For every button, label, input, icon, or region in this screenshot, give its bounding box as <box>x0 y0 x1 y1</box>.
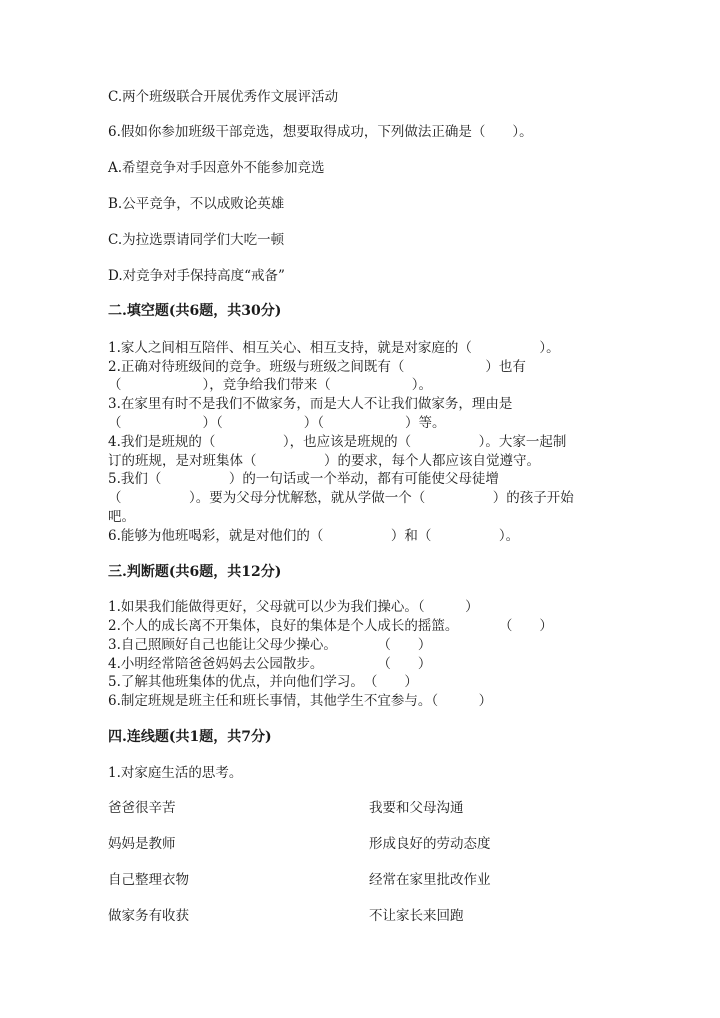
fill-line: 5.我们（ ）的一句话或一个举动，都有可能使父母徒增 <box>108 471 499 487</box>
judge-line: 3.自己照顾好自己也能让父母少操心。 （ ） <box>108 637 432 653</box>
q5-option-c: C.两个班级联合开展优秀作文展评活动 <box>108 89 339 105</box>
match-left-item: 自己整理衣物 <box>108 872 189 888</box>
fill-line: 6.能够为他班喝彩，就是对他们的（ ）和（ ）。 <box>108 528 520 544</box>
fill-line: 3.在家里有时不是我们不做家务，而是大人不让我们做家务，理由是 <box>108 396 513 412</box>
match-left-item: 做家务有收获 <box>108 908 189 924</box>
match-question: 1.对家庭生活的思考。 <box>108 765 243 781</box>
fill-line: 订的班规，是对班集体（ ）的要求，每个人都应该自觉遵守。 <box>108 453 540 469</box>
match-right-item: 不让家长来回跑 <box>369 908 464 924</box>
match-left-item: 妈妈是教师 <box>108 836 176 852</box>
match-right-item: 经常在家里批改作业 <box>369 872 491 888</box>
fill-section-heading: 二.填空题(共6题，共30分) <box>108 303 282 319</box>
judge-section-heading: 三.判断题(共6题，共12分) <box>108 564 282 580</box>
fill-line: 吧。 <box>108 509 135 525</box>
judge-line: 6.制定班规是班主任和班长事情，其他学生不宜参与。（ ） <box>108 693 493 709</box>
judge-line: 4.小明经常陪爸爸妈妈去公园散步。 （ ） <box>108 656 432 672</box>
fill-line: 2.正确对待班级间的竞争。班级与班级之间既有（ ）也有 <box>108 359 526 375</box>
judge-line: 2.个人的成长离不开集体，良好的集体是个人成长的摇篮。 （ ） <box>108 618 553 634</box>
q6-option-a: A.希望竞争对手因意外不能参加竞选 <box>108 160 325 176</box>
match-right-item: 我要和父母沟通 <box>369 800 464 816</box>
match-section-heading: 四.连线题(共1题，共7分) <box>108 729 272 745</box>
q6-option-d: D.对竞争对手保持高度“戒备” <box>108 268 285 284</box>
fill-line: （ ），竞争给我们带来（ ）。 <box>108 377 432 393</box>
fill-line: 1.家人之间相互陪伴、相互关心、相互支持，就是对家庭的（ ）。 <box>108 340 560 356</box>
fill-line: （ ）（ ）（ ）等。 <box>108 415 446 431</box>
match-left-item: 爸爸很辛苦 <box>108 800 176 816</box>
q6-option-b: B.公平竞争，不以成败论英雄 <box>108 196 285 212</box>
judge-line: 1.如果我们能做得更好，父母就可以少为我们操心。（ ） <box>108 599 479 615</box>
fill-line: 4.我们是班规的（ ），也应该是班规的（ ）。大家一起制 <box>108 434 567 450</box>
q6-question: 6.假如你参加班级干部竞选，想要取得成功，下列做法正确是（ ）。 <box>108 124 533 140</box>
fill-line: （ ）。要为父母分忧解愁，就从学做一个（ ）的孩子开始 <box>108 490 574 506</box>
judge-line: 5.了解其他班集体的优点，并向他们学习。 （ ） <box>108 674 418 690</box>
q6-option-c: C.为拉选票请同学们大吃一顿 <box>108 232 285 248</box>
match-right-item: 形成良好的劳动态度 <box>369 836 491 852</box>
